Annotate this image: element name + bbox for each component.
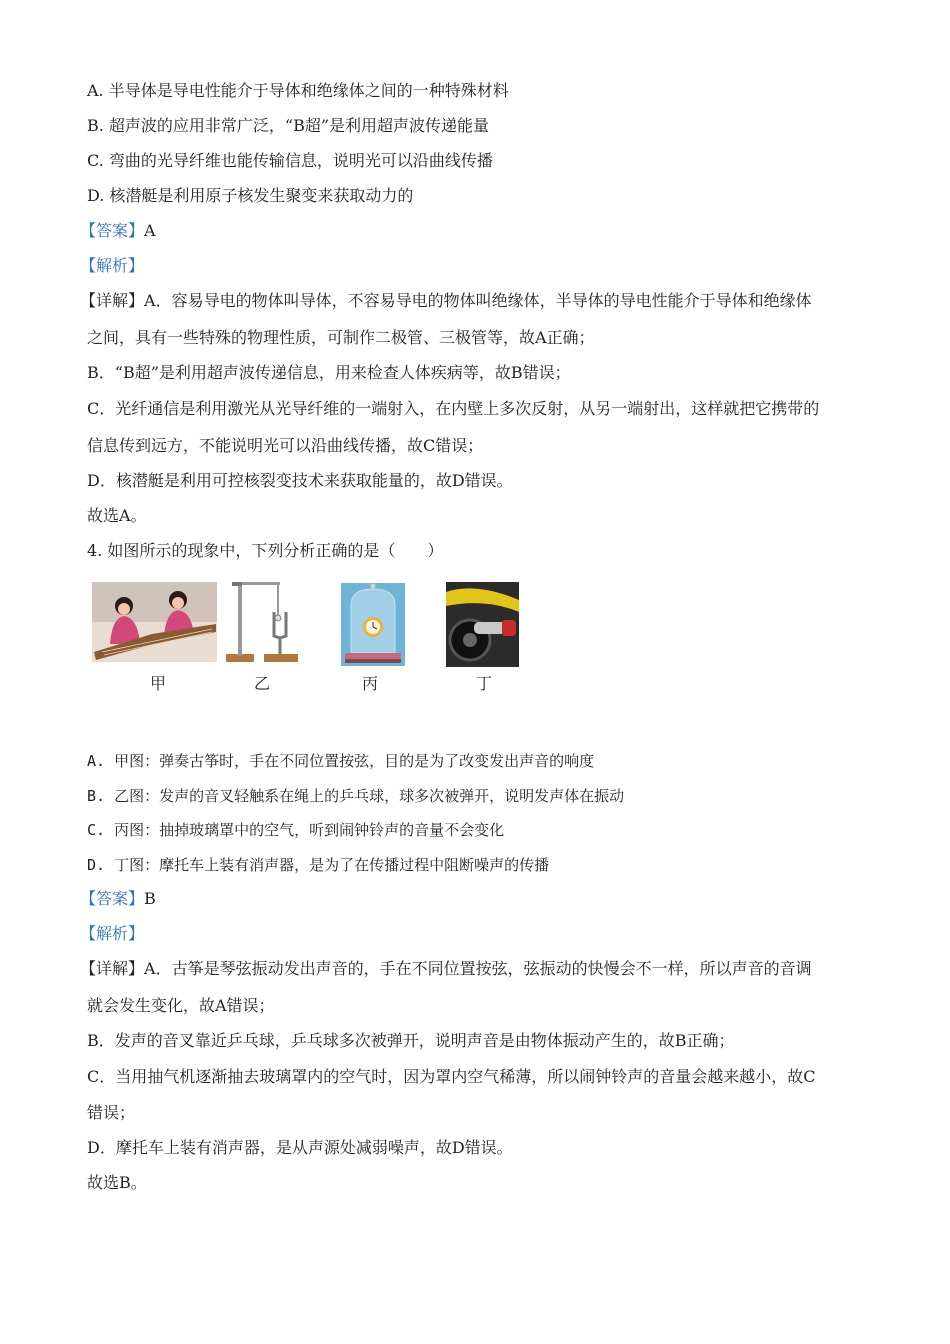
question-4-conclusion: 故选B。 [87,1173,147,1192]
figure-bell-jar-image [341,583,405,666]
prev-detail-line-2: 之间，具有一些特殊的物理性质，可制作二极管、三极管等，故A正确； [87,328,595,347]
answer-value: A [144,221,156,240]
prev-answer [80,220,156,242]
question-4-answer [80,888,156,910]
question-4-option-b: B. 乙图：发声的音叉轻触系在绳上的乒乓球，球多次被弹开，说明发声体在振动 [87,787,625,805]
prev-conclusion: 故选A。 [87,506,147,525]
figure-motorcycle-image [446,582,519,667]
prev-option-a: A. 半导体是导电性能介于导体和绝缘体之间的一种特殊材料 [87,81,509,100]
question-4-analysis-tag: 【解析】 [80,924,145,943]
answer-tag: 【答案】 [80,889,145,908]
figure-caption-jia: 甲 [149,674,166,693]
prev-detail-line-4: C．光纤通信是利用激光从光导纤维的一端射入，在内壁上多次反射，从另一端射出，这样就把它携带的 [87,399,820,418]
detail-text: A．古筝是琴弦振动发出声音的，手在不同位置按弦，弦振动的快慢会不一样，所以声音的音调 [144,959,812,978]
detail-tag: 【详解】 [80,291,145,310]
question-4-detail-line-6: D．摩托车上装有消声器，是从声源处减弱噪声，故D错误。 [87,1138,513,1157]
prev-option-d: D. 核潜艇是利用原子核发生聚变来获取动力的 [87,186,414,205]
prev-analysis-tag: 【解析】 [80,256,145,275]
detail-tag: 【详解】 [80,959,145,978]
question-4-option-d: D. 丁图：摩托车上装有消声器，是为了在传播过程中阻断噪声的传播 [87,856,550,874]
question-4-detail-line-5: 错误； [87,1103,136,1122]
prev-option-c: C. 弯曲的光导纤维也能传输信息，说明光可以沿曲线传播 [87,151,493,170]
question-4-option-a: A. 甲图：弹奏古筝时，手在不同位置按弦，目的是为了改变发出声音的响度 [87,752,595,770]
prev-detail-line-5: 信息传到远方，不能说明光可以沿曲线传播，故C错误； [87,436,484,455]
figure-caption-yi: 乙 [253,674,270,693]
detail-text: A．容易导电的物体叫导体，不容易导电的物体叫绝缘体，半导体的导电性能介于导体和绝缘体 [144,291,812,310]
question-4-detail-line-4: C．当用抽气机逐渐抽去玻璃罩内的空气时，因为罩内空气稀薄，所以闹钟铃声的音量会越来越小，故C [87,1067,816,1086]
prev-detail-line-6: D．核潜艇是利用可控核裂变技术来获取能量的，故D错误。 [87,471,513,490]
question-4-option-c: C. 丙图：抽掉玻璃罩中的空气，听到闹钟铃声的音量不会变化 [87,821,505,839]
figure-caption-bing: 丙 [361,674,378,693]
question-4-detail-line-1 [80,958,812,980]
answer-value: B [144,889,156,908]
question-4-detail-line-3: B．发声的音叉靠近乒乓球，乒乓球多次被弹开，说明声音是由物体振动产生的，故B正确； [87,1031,735,1050]
prev-detail-line-1 [80,290,812,312]
figure-caption-ding: 丁 [475,674,492,693]
question-4-detail-line-2: 就会发生变化，故A错误； [87,996,275,1015]
figure-tuning-fork-image [224,578,304,666]
answer-tag: 【答案】 [80,221,145,240]
figure-guzheng-image [92,582,217,662]
question-4-stem: 4. 如图所示的现象中，下列分析正确的是（ ） [87,541,444,560]
prev-option-b: B. 超声波的应用非常广泛，“B超”是利用超声波传递能量 [87,116,490,135]
prev-detail-line-3: B．“B超”是利用超声波传递信息，用来检查人体疾病等，故B错误； [87,363,571,382]
